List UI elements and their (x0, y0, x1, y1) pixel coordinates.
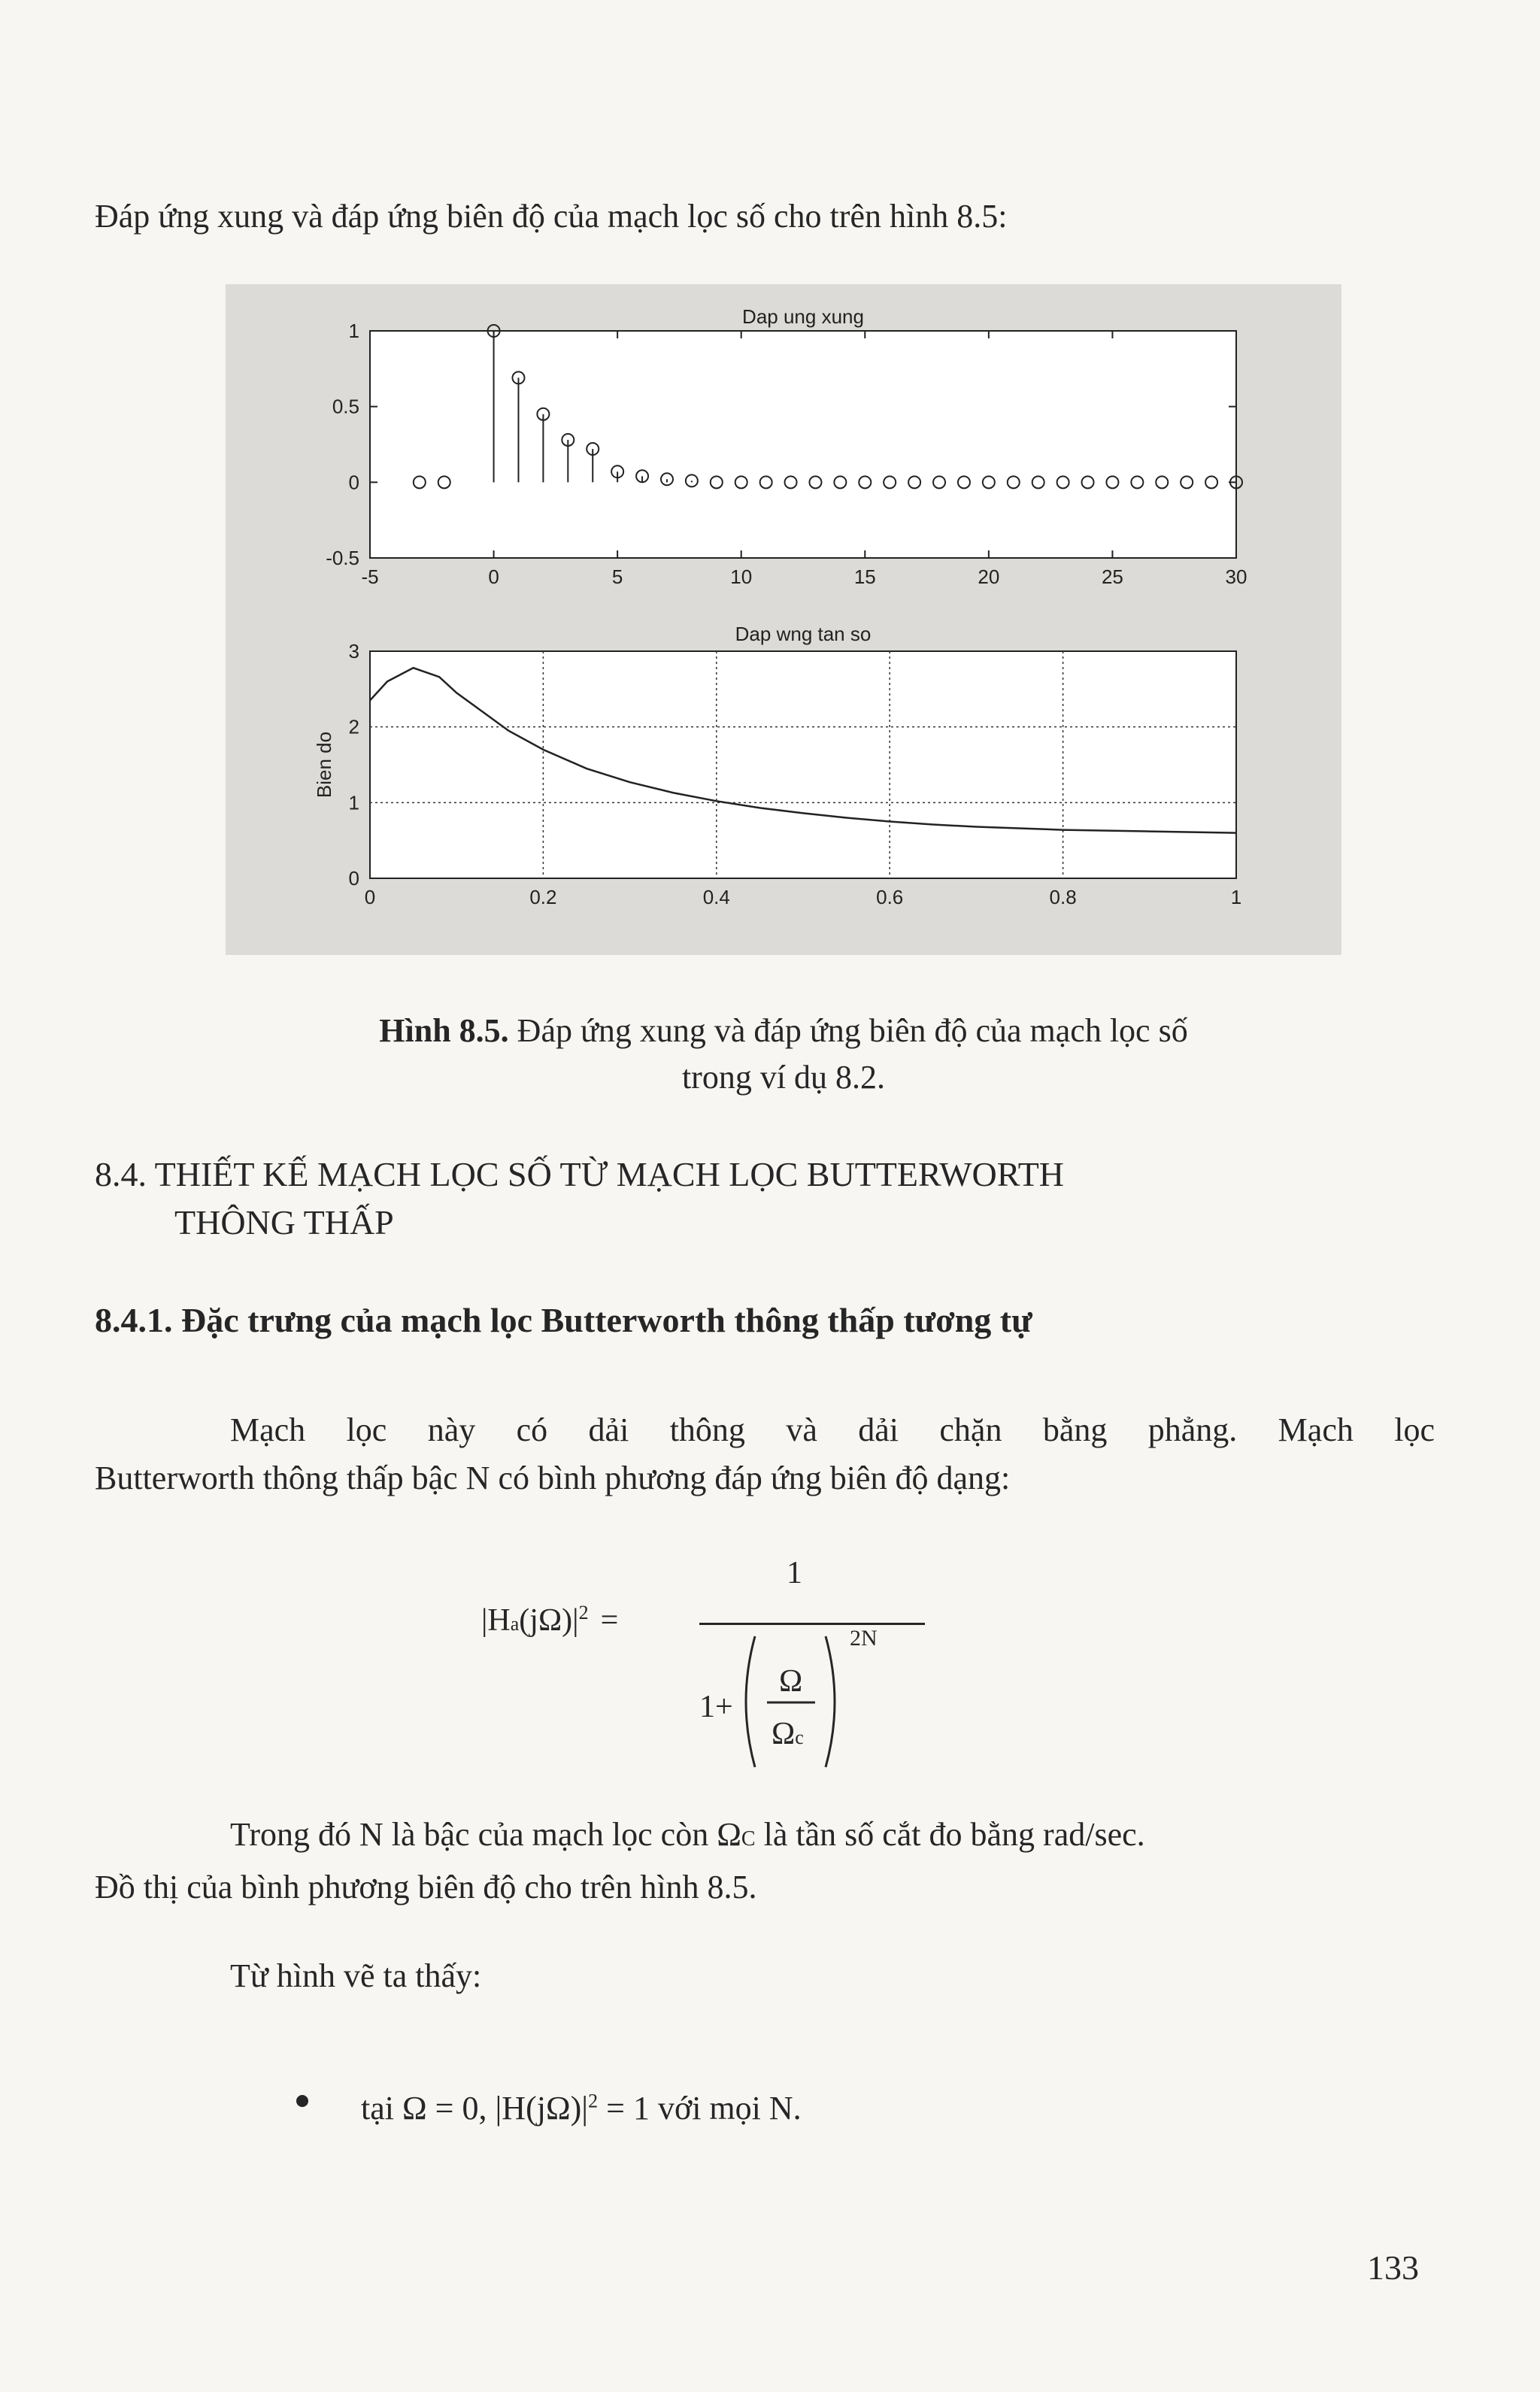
stem-plot-frame (370, 331, 1236, 558)
formula-denominator: 1+ (699, 1690, 733, 1724)
stem-xtick-label: 5 (611, 565, 623, 588)
stem-ytick-label: 0 (348, 471, 359, 494)
freq-ytick-label: 1 (348, 791, 359, 814)
paragraph-2 (95, 1811, 1448, 1911)
bullet-item (298, 2078, 802, 2131)
stem-xtick-label: 10 (730, 565, 753, 588)
freq-ytick-label: 2 (348, 715, 359, 738)
stem-xtick-label: 30 (1225, 565, 1247, 588)
freq-xtick-label: 0 (364, 886, 376, 908)
section-heading-line1: 8.4. THIẾT KẾ MẠCH LỌC SỐ TỪ MẠCH LỌC BUTTERWORTH (95, 1155, 1065, 1193)
freq-xtick-label: 0.8 (1049, 886, 1077, 908)
caption-text: Đáp ứng xung và đáp ứng biên độ của mạch lọc số (508, 1012, 1188, 1049)
section-heading (95, 1151, 1064, 1247)
formula-exponent: 2N (850, 1626, 878, 1651)
section-heading-line2: THÔNG THẤP (174, 1203, 394, 1241)
freq-ytick-label: 0 (348, 867, 359, 890)
page-number: 133 (1367, 2248, 1419, 2287)
stem-xtick-label: 15 (853, 565, 876, 588)
figure-8-5 (226, 284, 1341, 955)
stem-xtick-label: 0 (488, 565, 499, 588)
caption-label: Hình 8.5. (379, 1012, 509, 1049)
freq-ylabel: Bien do (313, 731, 335, 799)
paragraph-3: Từ hình vẽ ta thấy: (230, 1957, 482, 1994)
formula-omega-c: Ωc (772, 1717, 804, 1751)
freq-plot-frame (370, 651, 1236, 878)
figure-caption (226, 1008, 1341, 1101)
freq-xtick-label: 1 (1230, 886, 1242, 908)
stem-plot-title: Dap ung xung (742, 305, 864, 328)
formula-numerator: 1 (787, 1556, 802, 1590)
paragraph-1-line2: Butterworth thông thấp bậc N có bình phương đáp ứng biên độ dạng: (95, 1460, 1011, 1496)
figure-svg (226, 284, 1341, 955)
stem-xtick-label: -5 (361, 565, 379, 588)
formula-fraction-bar (699, 1623, 925, 1625)
intro-text: Đáp ứng xung và đáp ứng biên độ của mạch lọc số cho trên hình 8.5: (95, 198, 1008, 235)
freq-xtick-label: 0.2 (529, 886, 557, 908)
stem-ytick-label: -0.5 (326, 547, 359, 569)
freq-plot-title: Dap wng tan so (735, 623, 872, 645)
formula-omega: Ω (779, 1664, 803, 1699)
freq-xtick-label: 0.4 (702, 886, 730, 908)
paragraph-1-line1: Mạch lọc này có dải thông và dải chặn bằng phẳng. Mạch lọc (230, 1411, 1435, 1448)
butterworth-formula (481, 1555, 962, 1773)
freq-xtick-label: 0.6 (876, 886, 904, 908)
bullet-text: tại Ω = 0, $|H(j\Omega)|^2 = 1$ với mọi N. (361, 2089, 802, 2127)
paragraph-2-line2: Đồ thị của bình phương biên độ cho trên hình 8.5. (95, 1869, 757, 1905)
stem-xtick-label: 25 (1101, 565, 1123, 588)
caption-line2: trong ví dụ 8.2. (681, 1059, 886, 1096)
subsection-heading: 8.4.1. Đặc trưng của mạch lọc Butterworth thông thấp tương tự (95, 1301, 1032, 1339)
paragraph-2-line1: Trong đó N là bậc của mạch lọc còn ΩC là tần số cắt đo bằng rad/sec. (230, 1816, 1145, 1853)
stem-ytick-label: 0.5 (332, 395, 359, 418)
bullet-dot-icon (296, 2095, 308, 2107)
stem-ytick-label: 1 (348, 320, 359, 342)
formula-lhs: $|Ha(j\Omega)|^2$ = (481, 1602, 619, 1638)
freq-ytick-label: 3 (348, 640, 359, 662)
paragraph-1 (95, 1406, 1435, 1502)
stem-xtick-label: 20 (978, 565, 1000, 588)
